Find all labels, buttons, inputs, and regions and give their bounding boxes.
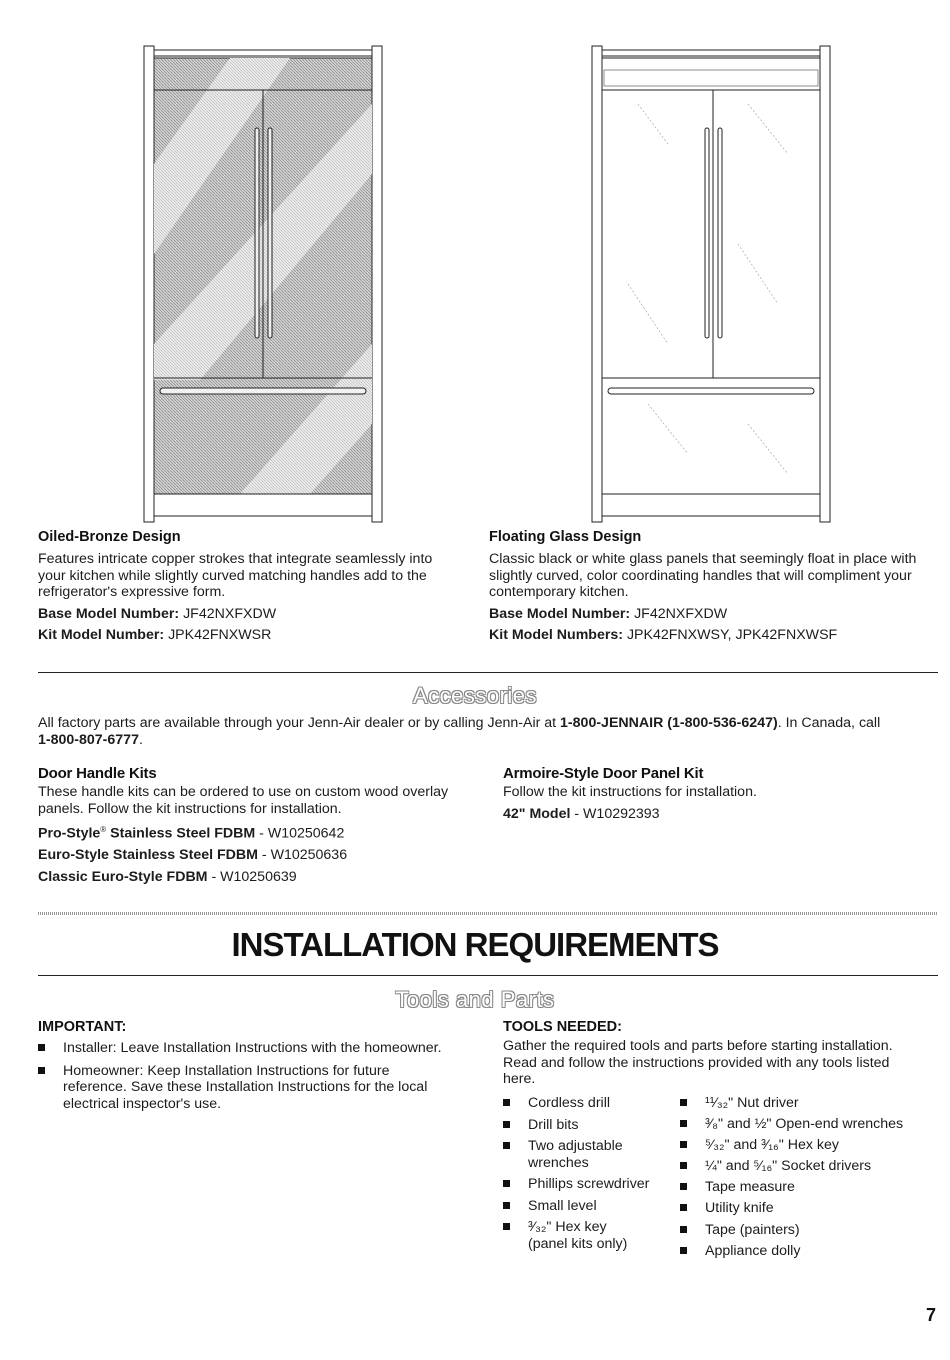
door-handle-kits-title: Door Handle Kits (38, 765, 157, 782)
list-item (38, 1040, 478, 1057)
phone-canada: 1-800-807-6777 (38, 731, 139, 748)
list-item (38, 1063, 478, 1113)
list-item-line: reference. Save these Installation Instructions for the local (63, 1079, 428, 1095)
product-oiled-bronze (38, 529, 478, 644)
handle-kit-value: - W10250636 (257, 847, 348, 864)
section-band (38, 912, 938, 915)
bullet-icon (680, 1183, 687, 1190)
accessories-title: Accessories (412, 683, 538, 708)
handle-kit-item (38, 869, 488, 886)
bullet-icon (503, 1099, 510, 1106)
installation-requirements-title: INSTALLATION REQUIREMENTS (231, 926, 719, 963)
tool-item (503, 1095, 673, 1112)
bullet-icon (503, 1202, 510, 1209)
armoire-kit-title: Armoire-Style Door Panel Kit (503, 765, 704, 782)
product-title: Oiled-Bronze Design (38, 529, 181, 545)
tools-needed-section (503, 1019, 943, 1088)
tool-label: Cordless drill (528, 1095, 610, 1111)
base-model-value: JF42NXFXDW (634, 605, 728, 622)
accessories-intro-line-2 (38, 732, 943, 749)
bullet-icon (38, 1067, 45, 1074)
page-number: 7 (925, 1305, 936, 1325)
product-description-line: refrigerator's expressive form. (38, 584, 226, 600)
product-floating-glass (489, 529, 944, 644)
armoire-model-label: 42" Model (503, 805, 571, 822)
bullet-icon (680, 1247, 687, 1254)
tools-intro-line: here. (503, 1071, 536, 1087)
handle-kit-item (38, 847, 488, 864)
tools-and-parts-title: Tools and Parts (395, 987, 555, 1012)
bullet-icon (680, 1099, 687, 1106)
product-description-line: your kitchen while slightly curved matching handles add to the (38, 567, 427, 584)
bullet-icon (503, 1121, 510, 1128)
important-label: IMPORTANT: (38, 1019, 127, 1035)
tool-label: Tape measure (705, 1179, 795, 1196)
kit-model-value: JPK42FNXWSR (168, 627, 272, 643)
handle-kit-label: Euro-Style Stainless Steel FDBM (38, 847, 258, 864)
tool-item (680, 1137, 940, 1154)
important-list (38, 1040, 478, 1112)
base-model-number (489, 606, 944, 623)
bullet-icon (680, 1226, 687, 1233)
tool-label: Phillips screwdriver (528, 1176, 650, 1192)
armoire-door-panel-kit (503, 765, 933, 822)
section-divider (38, 672, 938, 673)
product-description-line: Classic black or white glass panels that seemingly float in place with (489, 551, 917, 567)
tools-list-1 (503, 1095, 673, 1252)
product-title: Floating Glass Design (489, 529, 642, 545)
bullet-icon (680, 1162, 687, 1169)
tools-list-2 (680, 1095, 940, 1259)
bullet-icon (680, 1120, 687, 1127)
floating-glass-fridge-illustration (588, 44, 834, 524)
handle-kit-value: - W10250642 (255, 825, 345, 842)
bullet-icon (38, 1044, 45, 1051)
accessories-intro (38, 715, 943, 748)
tool-item (503, 1138, 673, 1171)
handle-kit-label-rest: Stainless Steel FDBM (106, 825, 256, 842)
kit-model-value: JPK42FNXWSY, JPK42FNXWSF (626, 627, 838, 643)
tools-intro-line: Read and follow the instructions provided with any tools listed (503, 1054, 890, 1071)
intro-end: . (138, 731, 143, 748)
product-description-line: Features intricate copper strokes that integrate seamlessly into (38, 551, 433, 567)
door-handle-kits-description: These handle kits can be ordered to use on custom wood overlay (38, 784, 449, 800)
bullet-icon (503, 1180, 510, 1187)
list-item-line: Installer: Leave Installation Instructions with the homeowner. (63, 1040, 442, 1056)
section-divider (38, 975, 938, 976)
bullet-icon (680, 1141, 687, 1148)
armoire-model-value: - W10292393 (570, 805, 660, 822)
tool-item (680, 1116, 940, 1133)
tool-item (503, 1176, 673, 1193)
tools-column-2 (680, 1095, 940, 1259)
tool-item (680, 1243, 940, 1260)
handle-kit-value: - W10250639 (207, 868, 297, 885)
phone-us: 1-800-JENNAIR (1-800-536-6247) (560, 715, 778, 731)
tools-intro-line: Gather the required tools and parts before starting installation. (503, 1038, 893, 1054)
tool-label: Utility knife (705, 1200, 774, 1217)
registered-mark: ® (100, 825, 107, 834)
door-handle-kits-description: panels. Follow the kit instructions for installation. (38, 800, 342, 817)
tool-label: Tape (painters) (705, 1221, 800, 1238)
base-model-label: Base Model Number: (489, 605, 631, 622)
product-description-line: slightly curved, color coordinating handles that will compliment your (489, 567, 912, 584)
tool-label: Drill bits (528, 1116, 579, 1133)
armoire-kit-model (503, 806, 933, 823)
base-model-number (38, 606, 478, 623)
tool-item (503, 1219, 673, 1252)
bullet-icon (503, 1223, 510, 1230)
kit-model-label: Kit Model Numbers: (489, 627, 623, 643)
tool-label: ³⁄₃₂" Hex key (528, 1219, 607, 1235)
list-item-line: Homeowner: Keep Installation Instructions for future (63, 1062, 390, 1079)
tool-label: Small level (528, 1197, 597, 1214)
tool-item (680, 1095, 940, 1112)
tool-item (680, 1200, 940, 1217)
tool-label: ¼" and ⁵⁄₁₆" Socket drivers (705, 1158, 872, 1175)
bullet-icon (503, 1142, 510, 1149)
tools-needed-label: TOOLS NEEDED: (503, 1019, 622, 1035)
base-model-label: Base Model Number: (38, 605, 180, 622)
list-item-line: electrical inspector's use. (63, 1095, 222, 1112)
tool-item (503, 1117, 673, 1134)
kit-model-number (38, 627, 478, 644)
intro-text: All factory parts are available through your Jenn-Air dealer or by calling Jenn-Air at (38, 715, 561, 731)
oiled-bronze-fridge-illustration (140, 44, 386, 524)
tools-column-1 (503, 1095, 673, 1252)
tool-item (680, 1179, 940, 1196)
product-description-line: contemporary kitchen. (489, 584, 629, 600)
bullet-icon (680, 1204, 687, 1211)
important-section (38, 1019, 478, 1112)
tool-label: wrenches (528, 1154, 589, 1171)
armoire-kit-description: Follow the kit instructions for installation. (503, 784, 757, 800)
tool-label: ⁵⁄₃₂" and ³⁄₁₆" Hex key (705, 1137, 839, 1154)
tool-item (503, 1198, 673, 1215)
tool-item (680, 1158, 940, 1175)
kit-model-label: Kit Model Number: (38, 627, 165, 643)
tool-label: Appliance dolly (705, 1242, 801, 1259)
kit-model-number (489, 627, 944, 644)
handle-kit-label: Pro-Style (38, 825, 101, 842)
intro-text-canada: . In Canada, call (777, 715, 881, 731)
tool-label: Two adjustable (528, 1138, 623, 1154)
handle-kit-label: Classic Euro-Style FDBM (38, 868, 208, 885)
accessories-intro-line (38, 715, 943, 732)
tool-item (680, 1222, 940, 1239)
base-model-value: JF42NXFXDW (183, 605, 277, 622)
tool-label: ¹¹⁄₃₂" Nut driver (705, 1095, 799, 1111)
handle-kit-item (38, 822, 488, 842)
tool-label: ³⁄₈" and ½" Open-end wrenches (705, 1116, 904, 1133)
tool-label: (panel kits only) (528, 1235, 628, 1252)
door-handle-kits (38, 765, 488, 885)
